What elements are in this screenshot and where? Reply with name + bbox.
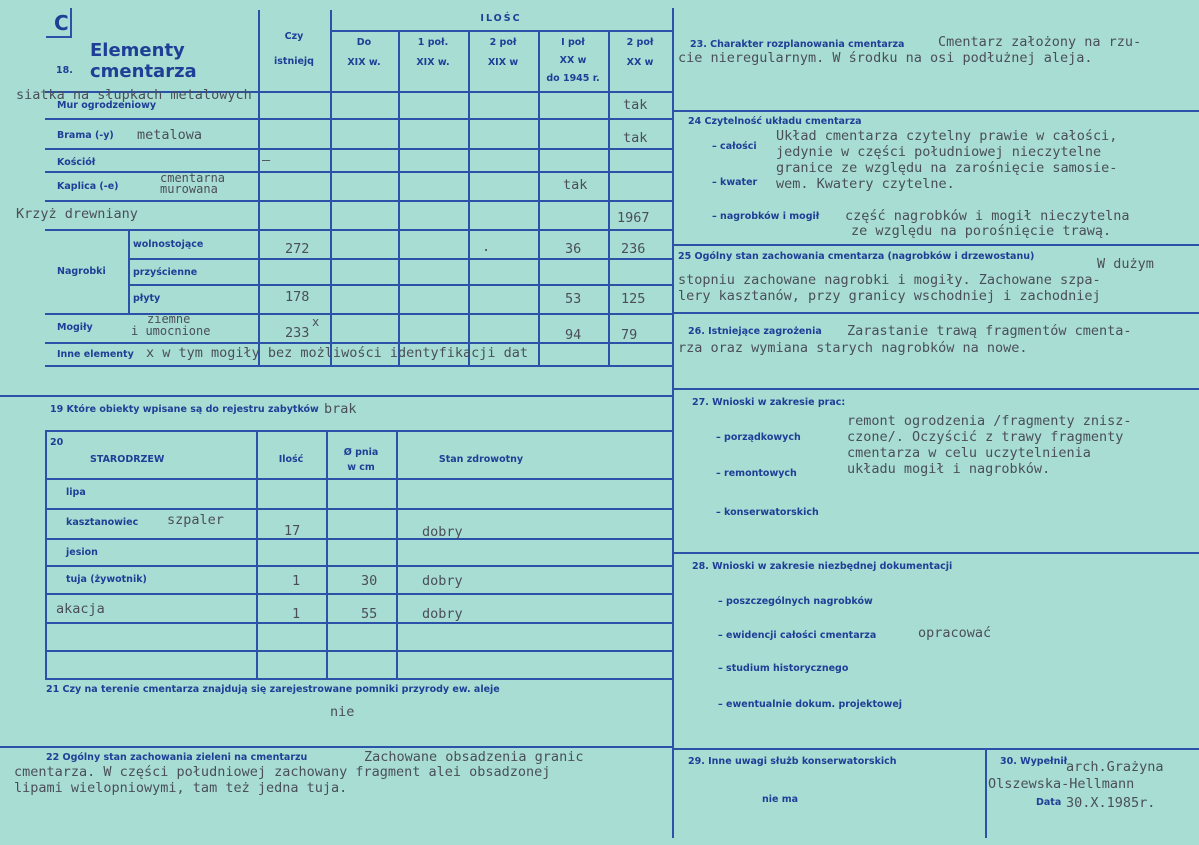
row-rule bbox=[672, 312, 1199, 314]
sec20-col-pnia-1: Ø pnia bbox=[343, 447, 379, 458]
sec25-line3: lery kasztanów, przy granicy wschodniej i zachodniej bbox=[678, 288, 1101, 304]
col-1polxx-1: I poł bbox=[561, 37, 585, 48]
plyty-2polxx: 125 bbox=[621, 291, 646, 307]
row-rule bbox=[45, 478, 672, 480]
wolno-1polxx: 36 bbox=[565, 241, 582, 257]
row-rule bbox=[330, 30, 672, 32]
tree-name: akacja bbox=[56, 601, 105, 617]
tree-name: lipa bbox=[66, 487, 86, 498]
sec20-col-ilosc: Ilość bbox=[278, 454, 304, 465]
mogily-label: Mogiły bbox=[57, 322, 93, 333]
mur-value: tak bbox=[623, 97, 648, 113]
plyty-czy: 178 bbox=[285, 289, 310, 305]
tree-pnia: 30 bbox=[361, 573, 378, 589]
mur-label: Mur ogrodzeniowy bbox=[57, 100, 157, 111]
card-code: C bbox=[54, 11, 69, 35]
nagrobki-label: Nagrobki bbox=[57, 266, 106, 277]
sec26-line1: Zarastanie trawą fragmentów cmenta- bbox=[847, 323, 1132, 339]
row-rule bbox=[45, 229, 672, 231]
sec24-line2: jedynie w części południowej nieczytelne bbox=[776, 144, 1102, 160]
tree-name: jesion bbox=[66, 547, 98, 558]
row-rule bbox=[128, 258, 672, 260]
col-rule bbox=[985, 748, 987, 838]
inne-label: Inne elementy bbox=[57, 349, 134, 360]
mogily-2polxx: 79 bbox=[621, 327, 638, 343]
brama-desc: metalowa bbox=[137, 127, 203, 143]
row-rule bbox=[45, 313, 672, 315]
col-1pol-2: XIX w. bbox=[416, 57, 450, 68]
mogily-desc2: i umocnione bbox=[131, 324, 211, 338]
kosciol-value: – bbox=[262, 152, 271, 168]
tree-name: kasztanowiec bbox=[66, 517, 139, 528]
mogily-1polxx: 94 bbox=[565, 327, 582, 343]
row-rule bbox=[128, 284, 672, 286]
sec30-line2: Olszewska-Hellmann bbox=[988, 776, 1135, 792]
sec20-col-pnia-2: w cm bbox=[347, 462, 375, 473]
sec20-number: 20 bbox=[50, 437, 64, 448]
inne-text: x w tym mogiły bez możliwości identyfikacji dat bbox=[146, 345, 529, 361]
sec18-number: 18. bbox=[56, 65, 73, 76]
sec25-label: 25 Ogólny stan zachowania cmentarza (nagrobków i drzewostanu) bbox=[678, 251, 1035, 262]
row-rule bbox=[672, 388, 1199, 390]
sec18-title1: Elementy bbox=[90, 40, 185, 61]
sec21-label: 21 Czy na terenie cmentarza znajdują się zarejestrowane pomniki przyrody ew. aleje bbox=[46, 684, 500, 695]
sec30-data-value: 30.X.1985r. bbox=[1066, 795, 1156, 811]
row-rule bbox=[0, 395, 672, 397]
row-rule bbox=[0, 746, 672, 748]
sec27-label: 27. Wnioski w zakresie prac: bbox=[692, 397, 846, 408]
col-1polxx-2: XX w bbox=[559, 55, 587, 66]
sec24-line3: granice ze względu na zarośnięcie samosie- bbox=[776, 160, 1118, 176]
row-rule bbox=[45, 171, 672, 173]
col-rule bbox=[608, 30, 610, 365]
row-rule bbox=[672, 110, 1199, 112]
sec30-data-label: Data bbox=[1036, 797, 1062, 808]
row-rule bbox=[45, 365, 672, 367]
kaplica-value: tak bbox=[563, 177, 588, 193]
sec28-a: – poszczególnych nagrobków bbox=[718, 596, 873, 607]
col-2polxx-2: XX w bbox=[626, 57, 654, 68]
sec28-b-value: opracować bbox=[918, 625, 992, 641]
sec24-line6: ze względu na porośnięcie trawą. bbox=[851, 223, 1112, 239]
sec24-calosci: – całości bbox=[712, 141, 757, 152]
kaplica-desc2: murowana bbox=[160, 182, 218, 196]
sec27-line3: cmentarza w celu uczytelnienia bbox=[847, 445, 1091, 461]
wolno-2polxx: 236 bbox=[621, 241, 646, 257]
tree-ilosc: 1 bbox=[292, 573, 301, 589]
sec26-label: 26. Istniejące zagrożenia bbox=[688, 326, 822, 337]
sec23-label: 23. Charakter rozplanowania cmentarza bbox=[690, 39, 905, 50]
sec22-line1: Zachowane obsadzenia granic bbox=[364, 749, 584, 765]
sec26-line2: rza oraz wymiana starych nagrobków na nowe. bbox=[678, 340, 1028, 356]
sec27-line1: remont ogrodzenia /fragmenty znisz- bbox=[847, 413, 1132, 429]
brama-value: tak bbox=[623, 130, 648, 146]
row-rule bbox=[45, 200, 672, 202]
sec27-remont: – remontowych bbox=[716, 468, 797, 479]
col-rule bbox=[398, 30, 400, 365]
center-rule bbox=[672, 8, 674, 838]
krzyz-text: Krzyż drewniany bbox=[16, 206, 138, 222]
brama-label: Brama (-y) bbox=[57, 130, 114, 141]
col-1polxx-3: do 1945 r. bbox=[546, 73, 600, 84]
col-2pol-2: XIX w bbox=[487, 57, 519, 68]
sec22-line3: lipami wielopniowymi, tam też jedna tuja. bbox=[14, 780, 348, 796]
row-rule bbox=[45, 508, 672, 510]
przy-label: przyścienne bbox=[133, 267, 198, 278]
krzyz-value: 1967 bbox=[617, 210, 650, 226]
mogily-desc1: ziemne bbox=[147, 312, 191, 326]
sec25-line1: W dużym bbox=[1097, 256, 1154, 272]
row-rule bbox=[45, 650, 672, 652]
col-rule bbox=[256, 430, 258, 678]
row-rule bbox=[672, 244, 1199, 246]
col-1pol-1: 1 poł. bbox=[417, 37, 449, 48]
tree-stan: dobry bbox=[422, 606, 463, 622]
sec20-col-stan: Stan zdrowotny bbox=[438, 454, 524, 465]
col-rule bbox=[45, 430, 47, 678]
sec29-value: nie ma bbox=[762, 794, 799, 805]
sec19-label: 19 Które obiekty wpisane są do rejestru zabytków bbox=[50, 404, 319, 415]
sec29-label: 29. Inne uwagi służb konserwatorskich bbox=[688, 756, 897, 767]
plyty-label: płyty bbox=[133, 293, 161, 304]
row-rule bbox=[45, 148, 672, 150]
sec24-line5: część nagrobków i mogił nieczytelna bbox=[845, 208, 1130, 224]
tree-desc: szpaler bbox=[167, 512, 224, 528]
sec27-line2: czone/. Oczyścić z trawy fragmenty bbox=[847, 429, 1124, 445]
col-rule bbox=[128, 229, 130, 313]
row-rule bbox=[672, 748, 1199, 750]
sec27-porz: – porządkowych bbox=[716, 432, 801, 443]
sec24-line1: Układ cmentarza czytelny prawie w całości, bbox=[776, 128, 1118, 144]
kaplica-desc1: cmentarna bbox=[160, 171, 226, 185]
sec30-line1: arch.Grażyna bbox=[1066, 759, 1164, 775]
sec19-value: brak bbox=[324, 401, 357, 417]
col-2pol-1: 2 poł bbox=[489, 37, 517, 48]
col-czy-2: istniejq bbox=[274, 56, 314, 67]
kosciol-label: Kościół bbox=[57, 157, 96, 168]
sec24-nagrobkow: – nagrobków i mogił bbox=[712, 211, 820, 222]
sec23-line2: cie nieregularnym. W środku na osi podłużnej aleja. bbox=[678, 50, 1093, 66]
kaplica-label: Kaplica (-e) bbox=[57, 181, 119, 192]
sec28-c: – studium historycznego bbox=[718, 663, 849, 674]
row-rule bbox=[45, 118, 672, 120]
sec22-label: 22 Ogólny stan zachowania zieleni na cmentarzu bbox=[46, 752, 308, 763]
col-2polxx-1: 2 poł bbox=[626, 37, 654, 48]
col-rule bbox=[468, 30, 470, 365]
wolno-label: wolnostojące bbox=[133, 239, 204, 250]
row-rule bbox=[672, 552, 1199, 554]
tree-stan: dobry bbox=[422, 573, 463, 589]
sec24-line4: wem. Kwatery czytelne. bbox=[776, 176, 955, 192]
sec24-kwater: – kwater bbox=[712, 177, 758, 188]
row-rule bbox=[45, 430, 672, 432]
sec23-line1: Cmentarz założony na rzu- bbox=[938, 34, 1142, 50]
sec30-label: 30. Wypełnił bbox=[1000, 756, 1068, 767]
sec21-value: nie bbox=[330, 704, 355, 720]
ilosc-header: ILOŚC bbox=[480, 13, 522, 24]
tree-pnia: 55 bbox=[361, 606, 378, 622]
col-do-2: XIX w. bbox=[347, 57, 381, 68]
tree-ilosc: 1 bbox=[292, 606, 301, 622]
tree-name: tuja (żywotnik) bbox=[66, 574, 147, 585]
sec20-label: STARODRZEW bbox=[90, 454, 165, 465]
row-rule bbox=[45, 565, 672, 567]
wolno-czy: 272 bbox=[285, 241, 310, 257]
col-rule bbox=[396, 430, 398, 678]
mogily-star: x bbox=[312, 315, 320, 329]
sec24-label: 24 Czytelność układu cmentarza bbox=[688, 116, 862, 127]
tree-stan: dobry bbox=[422, 524, 463, 540]
sec27-konserw: – konserwatorskich bbox=[716, 507, 819, 518]
col-czy-1: Czy bbox=[284, 31, 304, 42]
col-do-1: Do bbox=[356, 37, 372, 48]
sec22-line2: cmentarza. W części południowej zachowany fragment alei obsadzonej bbox=[14, 764, 551, 780]
tree-ilosc: 17 bbox=[284, 523, 301, 539]
sec25-line2: stopniu zachowane nagrobki i mogiły. Zachowane szpa- bbox=[678, 272, 1101, 288]
mur-desc: siatka na słupkach metalowych bbox=[16, 87, 252, 103]
row-rule bbox=[45, 538, 672, 540]
plyty-1polxx: 53 bbox=[565, 291, 582, 307]
sec28-d: – ewentualnie dokum. projektowej bbox=[718, 699, 903, 710]
sec28-b: – ewidencji całości cmentarza bbox=[718, 630, 877, 641]
wolno-2polxix: . bbox=[482, 239, 491, 255]
row-rule bbox=[45, 678, 672, 680]
mogily-czy: 233 bbox=[285, 325, 310, 341]
row-rule bbox=[45, 622, 672, 624]
row-rule bbox=[45, 593, 672, 595]
sec27-line4: układu mogił i nagrobków. bbox=[847, 461, 1051, 477]
sec28-label: 28. Wnioski w zakresie niezbędnej dokumentacji bbox=[692, 561, 953, 572]
sec18-title2: cmentarza bbox=[90, 61, 197, 82]
